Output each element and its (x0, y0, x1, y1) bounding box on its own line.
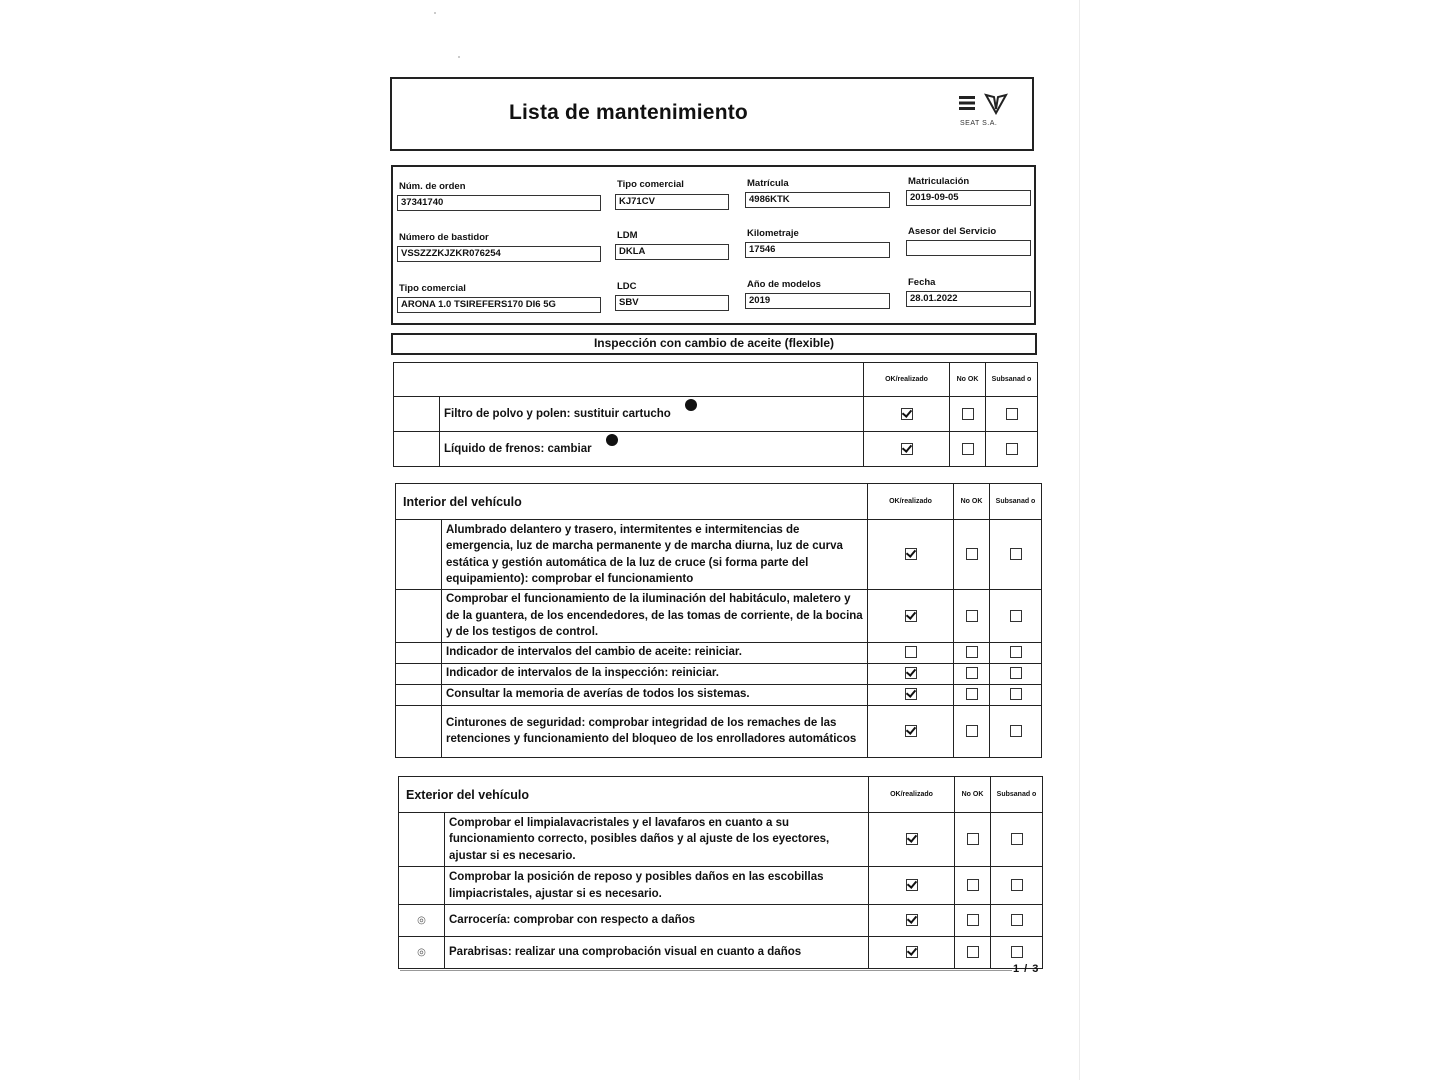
ok-checkbox[interactable] (905, 548, 917, 560)
item-text-cell (440, 397, 864, 432)
item-text: Consultar la memoria de averías de todos los sistemas. (442, 684, 868, 705)
eye-icon: ◎ (417, 915, 426, 926)
col-notok-header: No OK (955, 777, 991, 813)
fixed-checkbox[interactable] (1006, 443, 1018, 455)
notok-cell (954, 705, 990, 757)
fixed-cell (986, 432, 1038, 467)
ok-cell (869, 905, 955, 937)
row-side-cell (396, 663, 442, 684)
fixed-cell (990, 705, 1042, 757)
table-row (394, 432, 1038, 467)
item-text: Comprobar la posición de reposo y posibles daños en las escobillas limpiacristales, ajustar si es necesario. (445, 867, 869, 905)
document-title: Lista de mantenimiento (509, 101, 748, 124)
ok-cell (868, 663, 954, 684)
table-row (396, 684, 1042, 705)
item-text: Líquido de frenos: cambiar (444, 443, 592, 456)
eye-icon: ◎ (417, 947, 426, 958)
ok-checkbox[interactable] (905, 667, 917, 679)
fixed-cell (991, 813, 1043, 867)
fixed-checkbox[interactable] (1011, 833, 1023, 845)
ok-cell (868, 520, 954, 590)
fixed-checkbox[interactable] (1010, 688, 1022, 700)
notok-cell (954, 642, 990, 663)
notok-cell (954, 590, 990, 643)
ok-checkbox[interactable] (906, 914, 918, 926)
item-text: Comprobar el funcionamiento de la iluminación del habitáculo, maletero y de la guantera, de los encendedores, de las tomas de corriente, de la bocina y de los testigos de control. (442, 590, 868, 643)
notok-cell (955, 867, 991, 905)
interior-section-title: Interior del vehículo (396, 484, 868, 520)
fixed-cell (990, 590, 1042, 643)
ok-checkbox[interactable] (905, 725, 917, 737)
model-year-label: Año de modelos (747, 279, 821, 290)
fixed-checkbox[interactable] (1010, 667, 1022, 679)
not-ok-checkbox[interactable] (967, 879, 979, 891)
col-ok-header: OK/realizado (864, 363, 950, 397)
row-side-cell (394, 397, 440, 432)
black-dot-marker-icon (685, 399, 697, 411)
notok-cell (955, 813, 991, 867)
item-text: Indicador de intervalos de la inspección: reiniciar. (442, 663, 868, 684)
fixed-checkbox[interactable] (1010, 725, 1022, 737)
ok-checkbox[interactable] (905, 610, 917, 622)
ldm-field[interactable]: DKLA (615, 244, 729, 260)
fixed-cell (990, 520, 1042, 590)
row-side-cell (399, 905, 445, 937)
item-text: Parabrisas: realizar una comprobación visual en cuanto a daños (445, 937, 869, 969)
advisor-field[interactable] (906, 240, 1031, 256)
item-text: Alumbrado delantero y trasero, intermitentes e intermitencias de emergencia, luz de marcha permanente y de marcha diurna, luz de curva estática y gestión automática de la luz de cruce (si forma parte del equipamiento): comprobar el funcionamiento (442, 520, 868, 590)
ok-cell (868, 684, 954, 705)
fixed-cell (990, 684, 1042, 705)
document-header (390, 77, 1034, 151)
plate-field[interactable]: 4986KTK (745, 192, 890, 208)
fixed-checkbox[interactable] (1011, 914, 1023, 926)
table-row (399, 937, 1043, 969)
exterior-section-table (398, 776, 1043, 969)
ok-cell (864, 432, 950, 467)
ok-cell (869, 937, 955, 969)
notok-cell (954, 663, 990, 684)
fixed-cell (990, 663, 1042, 684)
col-ok-header: OK/realizado (869, 777, 955, 813)
ldm-label: LDM (617, 230, 638, 241)
not-ok-checkbox[interactable] (966, 646, 978, 658)
table-row (396, 663, 1042, 684)
scan-edge (1079, 0, 1080, 1080)
item-text: Comprobar el limpialavacristales y el lavafaros en cuanto a su funcionamiento correcto, posibles daños y al ajuste de los eyectores, ajustar si es necesario. (445, 813, 869, 867)
notok-cell (954, 684, 990, 705)
row-side-cell (394, 432, 440, 467)
fixed-cell (986, 397, 1038, 432)
table-row (399, 813, 1043, 867)
not-ok-checkbox[interactable] (967, 946, 979, 958)
ok-cell (868, 705, 954, 757)
col-notok-header: No OK (954, 484, 990, 520)
ok-cell (864, 397, 950, 432)
ldc-field[interactable]: SBV (615, 295, 729, 311)
mileage-label: Kilometraje (747, 228, 799, 239)
vin-field[interactable]: VSSZZZKJZKR076254 (397, 246, 601, 262)
table-row (396, 520, 1042, 590)
fixed-cell (991, 867, 1043, 905)
exterior-header-row (399, 777, 1043, 813)
inspection-title: Inspección con cambio de aceite (flexible) (391, 333, 1037, 355)
row-side-cell (396, 520, 442, 590)
model-label: Tipo comercial (399, 283, 466, 294)
ok-checkbox[interactable] (906, 833, 918, 845)
bottom-rule (400, 970, 1012, 971)
col-fixed-header: Subsanad o (990, 484, 1042, 520)
not-ok-checkbox[interactable] (967, 914, 979, 926)
page-number: 1 / 3 (1013, 963, 1040, 975)
order-label: Núm. de orden (399, 181, 466, 192)
fixed-checkbox[interactable] (1010, 646, 1022, 658)
ok-checkbox[interactable] (906, 879, 918, 891)
table-row (394, 397, 1038, 432)
fixed-checkbox[interactable] (1010, 548, 1022, 560)
oil-header-row (394, 363, 1038, 397)
order-field[interactable]: 37341740 (397, 195, 601, 211)
notok-cell (954, 520, 990, 590)
commercial-type-label: Tipo comercial (617, 179, 684, 190)
item-text-cell (440, 432, 864, 467)
col-notok-header: No OK (950, 363, 986, 397)
col-ok-header: OK/realizado (868, 484, 954, 520)
item-text: Filtro de polvo y polen: sustituir cartucho (444, 408, 671, 421)
not-ok-checkbox[interactable] (966, 667, 978, 679)
brand-caption: SEAT S.A. (960, 120, 998, 127)
ok-checkbox[interactable] (906, 946, 918, 958)
not-ok-checkbox[interactable] (966, 725, 978, 737)
item-text: Carrocería: comprobar con respecto a daños (445, 905, 869, 937)
vin-label: Número de bastidor (399, 232, 489, 243)
item-text: Indicador de intervalos del cambio de aceite: reiniciar. (442, 642, 868, 663)
col-fixed-header: Subsanad o (991, 777, 1043, 813)
ok-checkbox[interactable] (901, 443, 913, 455)
table-row (396, 590, 1042, 643)
not-ok-checkbox[interactable] (966, 610, 978, 622)
interior-header-row (396, 484, 1042, 520)
row-side-cell (399, 813, 445, 867)
ok-cell (868, 642, 954, 663)
brand-logos (952, 87, 1022, 141)
notok-cell (955, 937, 991, 969)
row-side-cell (399, 867, 445, 905)
not-ok-checkbox[interactable] (962, 443, 974, 455)
vehicle-info-box (391, 165, 1036, 325)
registration-label: Matriculación (908, 176, 970, 187)
table-row (399, 905, 1043, 937)
table-row (396, 642, 1042, 663)
seat-logo-icon (957, 93, 977, 113)
fixed-cell (991, 905, 1043, 937)
black-dot-marker-icon (606, 434, 618, 446)
date-field[interactable]: 28.01.2022 (906, 291, 1031, 307)
registration-field[interactable]: 2019-09-05 (906, 190, 1031, 206)
notok-cell (950, 397, 986, 432)
row-side-cell (396, 684, 442, 705)
row-side-cell (399, 937, 445, 969)
model-field[interactable]: ARONA 1.0 TSIREFERS170 DI6 5G (397, 297, 601, 313)
scan-speck (458, 56, 460, 58)
ldc-label: LDC (617, 281, 637, 292)
not-ok-checkbox[interactable] (967, 833, 979, 845)
table-row (399, 867, 1043, 905)
plate-label: Matrícula (747, 178, 789, 189)
ok-checkbox[interactable] (905, 688, 917, 700)
item-text: Cinturones de seguridad: comprobar integridad de los remaches de las retenciones y funcionamiento del bloqueo de los enrolladores automáticos (442, 705, 868, 757)
model-year-field[interactable]: 2019 (745, 293, 890, 309)
ok-cell (869, 813, 955, 867)
fixed-checkbox[interactable] (1011, 946, 1023, 958)
row-side-cell (396, 705, 442, 757)
oil-section-table (393, 362, 1038, 467)
row-side-cell (396, 590, 442, 643)
fixed-checkbox[interactable] (1006, 408, 1018, 420)
notok-cell (955, 905, 991, 937)
fixed-checkbox[interactable] (1010, 610, 1022, 622)
not-ok-checkbox[interactable] (962, 408, 974, 420)
commercial-type-field[interactable]: KJ71CV (615, 194, 729, 210)
mileage-field[interactable]: 17546 (745, 242, 890, 258)
date-label: Fecha (908, 277, 936, 288)
notok-cell (950, 432, 986, 467)
interior-section-table (395, 483, 1042, 758)
advisor-label: Asesor del Servicio (908, 226, 997, 237)
ok-cell (868, 590, 954, 643)
ok-checkbox[interactable] (905, 646, 917, 658)
row-side-cell (396, 642, 442, 663)
not-ok-checkbox[interactable] (966, 688, 978, 700)
oil-header-blank (394, 363, 864, 397)
not-ok-checkbox[interactable] (966, 548, 978, 560)
fixed-checkbox[interactable] (1011, 879, 1023, 891)
cupra-logo-icon (984, 91, 1008, 115)
scan-speck (434, 12, 436, 14)
col-fixed-header: Subsanad o (986, 363, 1038, 397)
fixed-cell (990, 642, 1042, 663)
ok-cell (869, 867, 955, 905)
exterior-section-title: Exterior del vehículo (399, 777, 869, 813)
table-row (396, 705, 1042, 757)
ok-checkbox[interactable] (901, 408, 913, 420)
